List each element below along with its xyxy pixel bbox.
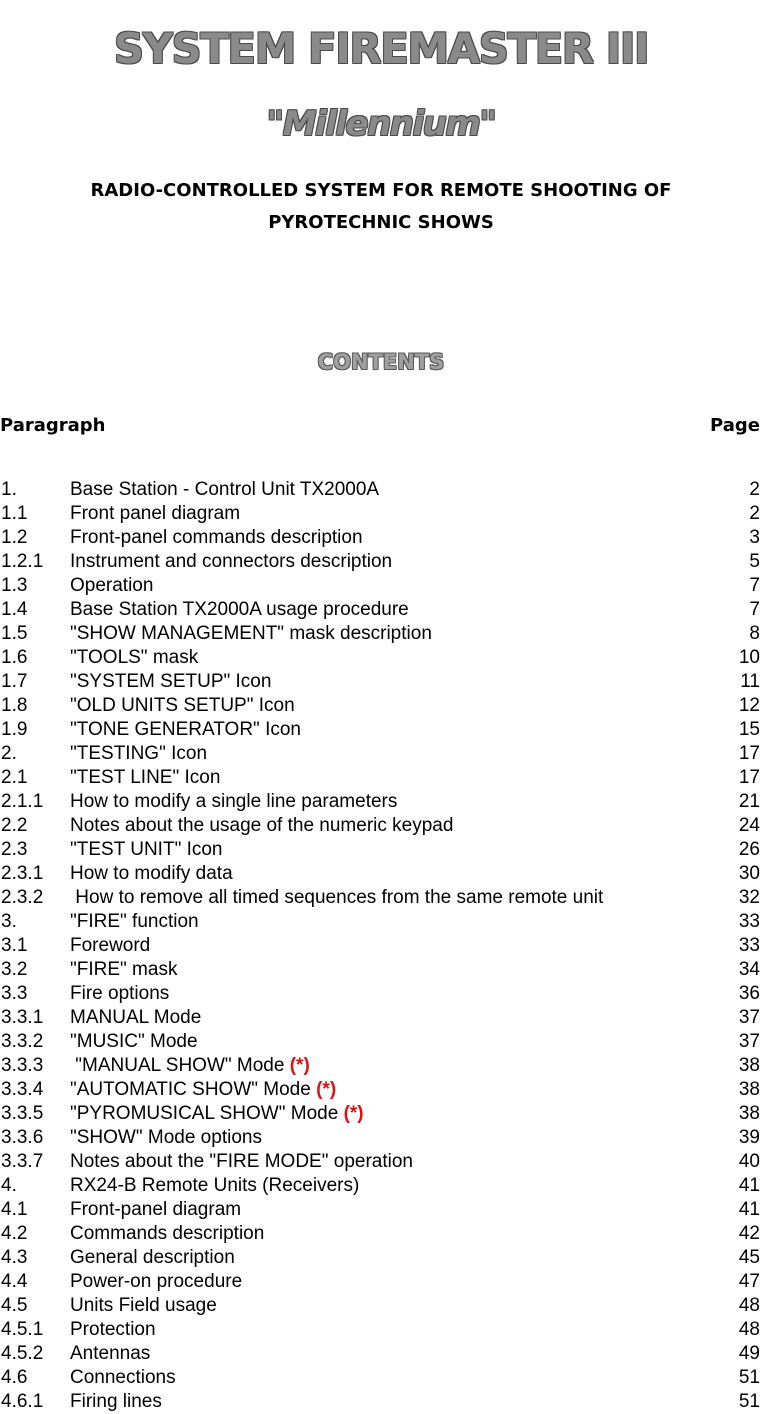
toc-entry-number: 1.3 bbox=[1, 575, 28, 596]
toc-entry[interactable] bbox=[0, 742, 762, 766]
toc-entry[interactable] bbox=[0, 646, 762, 670]
toc-entry-title bbox=[70, 1078, 336, 1102]
toc-entry[interactable] bbox=[0, 1270, 762, 1294]
toc-entry-title-text: Foreword bbox=[70, 935, 151, 956]
toc-entry-title-text: "FIRE" mask bbox=[70, 959, 178, 980]
toc-entry-number: 2.3 bbox=[1, 839, 28, 860]
toc-entry-page: 5 bbox=[749, 551, 760, 572]
toc-entry-page: 41 bbox=[738, 1199, 760, 1220]
toc-entry-page: 24 bbox=[738, 815, 760, 836]
toc-entry-title-text: Commands description bbox=[70, 1223, 265, 1244]
toc-entry-title-text: Front panel diagram bbox=[70, 503, 241, 524]
toc-entry[interactable] bbox=[0, 1078, 762, 1102]
toc-entry-title-text: How to remove all timed sequences from the same remote unit bbox=[70, 887, 604, 908]
toc-entry-title-text: Notes about the usage of the numeric keypad bbox=[70, 815, 454, 836]
toc-entry-title-text: "SHOW MANAGEMENT" mask description bbox=[70, 623, 432, 644]
toc-entry-title bbox=[70, 1318, 156, 1342]
toc-entry-title bbox=[70, 1126, 262, 1150]
toc-entry-number: 3.3.4 bbox=[1, 1079, 44, 1100]
toc-entry-title bbox=[70, 1102, 364, 1126]
toc-entry-title bbox=[70, 790, 397, 814]
toc-entry-title bbox=[70, 742, 207, 766]
toc-entry-title bbox=[70, 814, 453, 838]
toc-entry[interactable] bbox=[0, 694, 762, 718]
toc-entry-title bbox=[70, 886, 603, 910]
toc-entry-title bbox=[70, 574, 153, 598]
toc-entry-title-text: Fire options bbox=[70, 983, 170, 1004]
toc-entry-title-text: Base Station TX2000A usage procedure bbox=[70, 599, 409, 620]
toc-entry-number: 2. bbox=[1, 743, 17, 764]
toc-entry-page: 12 bbox=[738, 695, 760, 716]
toc-entry[interactable] bbox=[0, 622, 762, 646]
toc-entry-title-text: Instrument and connectors description bbox=[70, 551, 393, 572]
toc-entry[interactable] bbox=[0, 1366, 762, 1390]
toc-entry-number: 1.6 bbox=[1, 647, 28, 668]
toc-entry-page: 37 bbox=[738, 1007, 760, 1028]
toc-entry-number: 3.3 bbox=[1, 983, 28, 1004]
toc-entry-title bbox=[70, 1030, 198, 1054]
toc-entry-number: 2.2 bbox=[1, 815, 28, 836]
toc-entry[interactable] bbox=[0, 910, 762, 934]
toc-entry-page: 51 bbox=[738, 1391, 760, 1412]
toc-entry[interactable] bbox=[0, 1198, 762, 1222]
toc-entry-marker: (*) bbox=[289, 1055, 310, 1076]
toc-entry-title bbox=[70, 670, 271, 694]
toc-entry-title bbox=[70, 1174, 359, 1198]
toc-entry-title bbox=[70, 1150, 413, 1174]
toc-entry-page: 39 bbox=[738, 1127, 760, 1148]
toc-entry-title-text: "PYROMUSICAL SHOW" Mode bbox=[70, 1103, 344, 1124]
toc-entry-title-text: Front-panel diagram bbox=[70, 1199, 242, 1220]
toc-entry-page: 33 bbox=[738, 911, 760, 932]
toc-entry-title bbox=[70, 934, 150, 958]
toc-entry[interactable] bbox=[0, 1054, 762, 1078]
toc-entry-title-text: "TONE GENERATOR" Icon bbox=[70, 719, 301, 740]
toc-entry-number: 2.1.1 bbox=[1, 791, 44, 812]
toc-entry-number: 4.2 bbox=[1, 1223, 28, 1244]
toc-entry-title-text: Notes about the "FIRE MODE" operation bbox=[70, 1151, 413, 1172]
toc-entry-title-text: RX24-B Remote Units (Receivers) bbox=[70, 1175, 360, 1196]
toc-entry-page: 49 bbox=[738, 1343, 760, 1364]
toc-entry-number: 3. bbox=[1, 911, 17, 932]
toc-entry-title bbox=[70, 838, 223, 862]
paragraph-column-header: Paragraph bbox=[0, 415, 106, 436]
toc-entry-title-text: How to modify data bbox=[70, 863, 233, 884]
toc-entry-title-text: "FIRE" function bbox=[70, 911, 199, 932]
toc-entry-title bbox=[70, 958, 177, 982]
toc-entry-title-text: General description bbox=[70, 1247, 235, 1268]
toc-entry-page: 2 bbox=[749, 479, 760, 500]
toc-entry-title bbox=[70, 1390, 162, 1414]
toc-entry[interactable] bbox=[0, 1222, 762, 1246]
toc-entry-number: 1.7 bbox=[1, 671, 28, 692]
toc-entry[interactable] bbox=[0, 598, 762, 622]
toc-entry-page: 30 bbox=[738, 863, 760, 884]
toc-entry-page: 48 bbox=[738, 1295, 760, 1316]
toc-entry-title-text: "MUSIC" Mode bbox=[70, 1031, 198, 1052]
toc-entry-title bbox=[70, 502, 240, 526]
toc-entry[interactable] bbox=[0, 982, 762, 1006]
toc-entry-title-text: Protection bbox=[70, 1319, 156, 1340]
toc-entry-number: 3.3.6 bbox=[1, 1127, 44, 1148]
toc-entry[interactable] bbox=[0, 478, 762, 502]
toc-entry-title-text: "MANUAL SHOW" Mode bbox=[70, 1055, 290, 1076]
toc-entry-page: 41 bbox=[738, 1175, 760, 1196]
toc-entry-number: 2.1 bbox=[1, 767, 28, 788]
page-column-header: Page bbox=[710, 415, 760, 436]
toc-entry-number: 4.3 bbox=[1, 1247, 28, 1268]
toc-entry-page: 38 bbox=[738, 1103, 760, 1124]
toc-entry-page: 36 bbox=[738, 983, 760, 1004]
document-subtitle: "Millennium" bbox=[266, 104, 496, 144]
toc-entry[interactable] bbox=[0, 886, 762, 910]
toc-entry-title-text: "TEST UNIT" Icon bbox=[70, 839, 223, 860]
toc-entry[interactable] bbox=[0, 790, 762, 814]
toc-entry-title bbox=[70, 1054, 310, 1078]
toc-entry-title-text: MANUAL Mode bbox=[70, 1007, 202, 1028]
toc-entry-marker: (*) bbox=[343, 1103, 364, 1124]
toc-entry-title-text: "AUTOMATIC SHOW" Mode bbox=[70, 1079, 317, 1100]
toc-entry-title-text: Power-on procedure bbox=[70, 1271, 243, 1292]
toc-entry-page: 47 bbox=[738, 1271, 760, 1292]
toc-entry-title bbox=[70, 718, 301, 742]
toc-entry[interactable] bbox=[0, 934, 762, 958]
toc-entry[interactable] bbox=[0, 862, 762, 886]
description-line-2: PYROTECHNIC SHOWS bbox=[268, 212, 494, 233]
toc-entry-title bbox=[70, 766, 220, 790]
toc-entry-title-text: "OLD UNITS SETUP" Icon bbox=[70, 695, 295, 716]
toc-entry-page: 17 bbox=[738, 767, 760, 788]
toc-entry-title bbox=[70, 1342, 150, 1366]
toc-entry-page: 15 bbox=[738, 719, 760, 740]
toc-entry-title bbox=[70, 598, 409, 622]
toc-entry-title bbox=[70, 910, 199, 934]
toc-entry-page: 48 bbox=[738, 1319, 760, 1340]
toc-entry-page: 38 bbox=[738, 1055, 760, 1076]
toc-entry[interactable] bbox=[0, 1150, 762, 1174]
toc-entry-page: 34 bbox=[738, 959, 760, 980]
toc-entry[interactable] bbox=[0, 814, 762, 838]
toc-entry-number: 1.2.1 bbox=[1, 551, 44, 572]
toc-entry-number: 1.5 bbox=[1, 623, 28, 644]
toc-entry-page: 10 bbox=[738, 647, 760, 668]
toc-entry-number: 3.3.1 bbox=[1, 1007, 44, 1028]
toc-entry-title-text: "TEST LINE" Icon bbox=[70, 767, 221, 788]
toc-entry-title-text: How to modify a single line parameters bbox=[70, 791, 398, 812]
toc-entry-title bbox=[70, 694, 295, 718]
toc-entry-page: 3 bbox=[749, 527, 760, 548]
toc-entry-title-text: "SHOW" Mode options bbox=[70, 1127, 262, 1148]
toc-entry-title bbox=[70, 982, 169, 1006]
contents-heading: CONTENTS bbox=[317, 350, 445, 374]
toc-entry-page: 33 bbox=[738, 935, 760, 956]
toc-entry[interactable] bbox=[0, 502, 762, 526]
toc-entry-title-text: Units Field usage bbox=[70, 1295, 217, 1316]
toc-entry-number: 3.3.3 bbox=[1, 1055, 44, 1076]
toc-entry-title bbox=[70, 526, 363, 550]
toc-entry[interactable] bbox=[0, 1294, 762, 1318]
toc-entry-page: 45 bbox=[738, 1247, 760, 1268]
toc-entry-title bbox=[70, 1294, 217, 1318]
toc-entry-number: 1.2 bbox=[1, 527, 28, 548]
toc-entry-title bbox=[70, 550, 392, 574]
toc-entry-number: 4.6 bbox=[1, 1367, 28, 1388]
toc-entry-number: 2.3.2 bbox=[1, 887, 44, 908]
toc-entry-title-text: Base Station - Control Unit TX2000A bbox=[70, 479, 380, 500]
document-title: SYSTEM FIREMASTER III bbox=[113, 24, 649, 74]
toc-entry-title-text: Antennas bbox=[70, 1343, 151, 1364]
toc-entry-title bbox=[70, 646, 198, 670]
toc-entry-title bbox=[70, 1246, 235, 1270]
toc-entry-number: 1.1 bbox=[1, 503, 28, 524]
toc-entry-number: 1. bbox=[1, 479, 17, 500]
toc-entry-number: 4. bbox=[1, 1175, 17, 1196]
toc-entry-title bbox=[70, 478, 379, 502]
toc-entry-page: 7 bbox=[749, 599, 760, 620]
toc-entry[interactable] bbox=[0, 1006, 762, 1030]
toc-entry-title bbox=[70, 1006, 201, 1030]
table-of-contents bbox=[0, 478, 762, 1414]
toc-entry-page: 2 bbox=[749, 503, 760, 524]
toc-entry-number: 3.3.2 bbox=[1, 1031, 44, 1052]
toc-entry-number: 1.8 bbox=[1, 695, 28, 716]
toc-entry-title-text: "SYSTEM SETUP" Icon bbox=[70, 671, 272, 692]
toc-entry-number: 1.4 bbox=[1, 599, 28, 620]
toc-entry-number: 4.1 bbox=[1, 1199, 28, 1220]
toc-entry-page: 40 bbox=[738, 1151, 760, 1172]
toc-entry-title bbox=[70, 862, 233, 886]
toc-entry[interactable] bbox=[0, 766, 762, 790]
toc-entry-number: 4.5 bbox=[1, 1295, 28, 1316]
toc-entry[interactable] bbox=[0, 1390, 762, 1414]
toc-entry-title-text: Front-panel commands description bbox=[70, 527, 363, 548]
toc-entry-number: 3.3.7 bbox=[1, 1151, 44, 1172]
toc-entry-page: 21 bbox=[738, 791, 760, 812]
toc-entry-number: 4.5.1 bbox=[1, 1319, 44, 1340]
toc-entry-page: 42 bbox=[738, 1223, 760, 1244]
toc-entry-number: 4.6.1 bbox=[1, 1391, 44, 1412]
toc-entry-page: 32 bbox=[738, 887, 760, 908]
toc-entry[interactable] bbox=[0, 838, 762, 862]
toc-entry[interactable] bbox=[0, 1030, 762, 1054]
toc-entry-title bbox=[70, 622, 432, 646]
toc-entry-number: 4.4 bbox=[1, 1271, 28, 1292]
toc-entry[interactable] bbox=[0, 574, 762, 598]
toc-entry-title-text: Firing lines bbox=[70, 1391, 162, 1412]
toc-entry[interactable] bbox=[0, 670, 762, 694]
toc-entry[interactable] bbox=[0, 958, 762, 982]
toc-entry-page: 37 bbox=[738, 1031, 760, 1052]
toc-entry-page: 17 bbox=[738, 743, 760, 764]
toc-entry-title bbox=[70, 1222, 264, 1246]
toc-entry[interactable] bbox=[0, 1342, 762, 1366]
toc-entry-page: 7 bbox=[749, 575, 760, 596]
toc-entry-title-text: Connections bbox=[70, 1367, 176, 1388]
toc-entry[interactable] bbox=[0, 526, 762, 550]
toc-entry[interactable] bbox=[0, 1126, 762, 1150]
toc-entry-title-text: "TESTING" Icon bbox=[70, 743, 208, 764]
toc-entry[interactable] bbox=[0, 550, 762, 574]
toc-entry-number: 3.3.5 bbox=[1, 1103, 44, 1124]
description-line-1: RADIO-CONTROLLED SYSTEM FOR REMOTE SHOOTING OF bbox=[90, 180, 672, 201]
toc-entry-number: 2.3.1 bbox=[1, 863, 44, 884]
toc-entry-title bbox=[70, 1270, 242, 1294]
toc-entry-page: 11 bbox=[740, 671, 760, 692]
toc-entry-title-text: "TOOLS" mask bbox=[70, 647, 199, 668]
toc-entry[interactable] bbox=[0, 1102, 762, 1126]
toc-entry-number: 3.1 bbox=[1, 935, 28, 956]
toc-entry-number: 4.5.2 bbox=[1, 1343, 44, 1364]
toc-entry[interactable] bbox=[0, 1318, 762, 1342]
toc-entry[interactable] bbox=[0, 718, 762, 742]
toc-entry-title bbox=[70, 1198, 241, 1222]
toc-entry-page: 51 bbox=[738, 1367, 760, 1388]
toc-entry-page: 38 bbox=[738, 1079, 760, 1100]
toc-entry-page: 26 bbox=[738, 839, 760, 860]
toc-entry-title bbox=[70, 1366, 176, 1390]
toc-entry-number: 3.2 bbox=[1, 959, 28, 980]
toc-entry-page: 8 bbox=[749, 623, 760, 644]
toc-entry[interactable] bbox=[0, 1246, 762, 1270]
toc-entry[interactable] bbox=[0, 1174, 762, 1198]
toc-entry-marker: (*) bbox=[316, 1079, 337, 1100]
toc-entry-title-text: Operation bbox=[70, 575, 154, 596]
toc-entry-number: 1.9 bbox=[1, 719, 28, 740]
